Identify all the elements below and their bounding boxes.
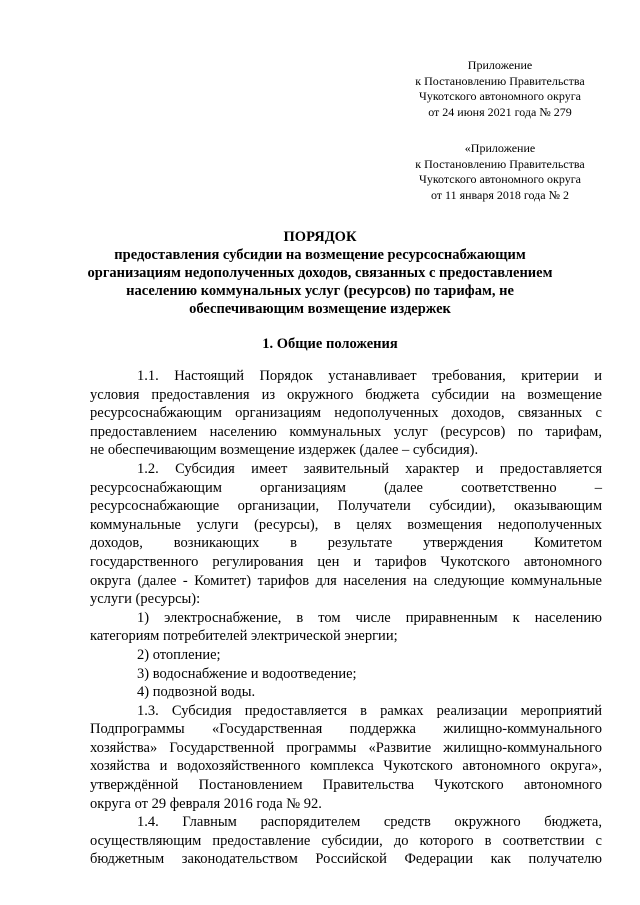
title-subtitle-line: населению коммунальных услуг (ресурсов) по тарифам, не xyxy=(126,283,514,299)
list-item: 1) электроснабжение, в том числе приравненным к населению xyxy=(137,609,602,626)
appendix-line: к Постановлению Правительства xyxy=(415,73,585,88)
paragraph-line: Подпрограммы «Государственная поддержка жилищно-коммунального xyxy=(90,721,602,738)
appendix-current xyxy=(370,58,630,120)
paragraph-line: осуществляющим предоставление субсидии, до которого в соответствии с xyxy=(90,832,602,849)
list-item-continuation: категориям потребителей электрической энергии; xyxy=(90,628,398,645)
paragraph-line: услуги (ресурсы): xyxy=(90,591,201,608)
paragraph-line: бюджетным законодательством Российской Федерации как получателю xyxy=(90,851,602,868)
list-item: 2) отопление; xyxy=(137,646,221,663)
paragraph-line: 1.4. Главным распорядителем средств окружного бюджета, xyxy=(137,814,602,831)
title-subtitle-line: организациям недополученных доходов, связанных с предоставлением xyxy=(87,265,553,281)
appendix-line: Чукотского автономного округа xyxy=(419,89,581,103)
title-subtitle-line: обеспечивающим возмещение издержек xyxy=(189,301,451,317)
appendix-line: Приложение xyxy=(467,58,533,72)
title-subtitle-line: предоставления субсидии на возмещение ресурсоснабжающим xyxy=(114,247,526,263)
section-heading: 1. Общие положения xyxy=(262,336,398,352)
paragraph-line: ресурсоснабжающим организациям (далее соответственно – xyxy=(90,479,602,496)
paragraph-line: коммунальные услуги (ресурсы), в целях возмещения недополученных xyxy=(90,516,602,533)
appendix-line: от 24 июня 2021 года № 279 xyxy=(428,104,572,119)
paragraph-line: утверждённой Постановлением Правительства Чукотского автономного xyxy=(90,777,602,794)
body-text xyxy=(90,367,602,869)
paragraph-line: ресурсоснабжающим организациям недополученных доходов, связанных с xyxy=(90,405,602,422)
paragraph-line: государственного регулирования цен и тарифов Чукотского автономного xyxy=(90,553,602,570)
paragraph-line: предоставлением населению коммунальных услуг (ресурсов) по тарифам, xyxy=(90,423,602,440)
paragraph-line: ресурсоснабжающие организации, Получатели субсидии), оказывающим xyxy=(90,498,602,515)
paragraph-line: округа от 29 февраля 2016 года № 92. xyxy=(90,795,322,812)
list-item: 3) водоснабжение и водоотведение; xyxy=(137,665,357,682)
paragraph-line: хозяйства» Государственной программы «Развитие жилищно-коммунального xyxy=(90,739,602,756)
paragraph-line: условия предоставления из окружного бюджета субсидии на возмещение xyxy=(90,386,602,403)
paragraph-line: не обеспечивающим возмещение издержек (далее – субсидия). xyxy=(90,442,479,459)
paragraph-line: доходов, возникающих в результате утверждения Комитетом xyxy=(90,535,602,552)
appendix-previous xyxy=(370,141,630,203)
appendix-line: от 11 января 2018 года № 2 xyxy=(430,187,570,202)
paragraph-line: 1.1. Настоящий Порядок устанавливает требования, критерии и xyxy=(137,368,602,384)
list-item: 4) подвозной воды. xyxy=(137,684,256,701)
paragraph-line: 1.3. Субсидия предоставляется в рамках реализации мероприятий xyxy=(137,702,602,719)
paragraph-line: округа (далее - Комитет) тарифов для населения на следующие коммунальные xyxy=(90,572,602,589)
document-title xyxy=(80,228,560,318)
title-heading: ПОРЯДОК xyxy=(283,229,357,245)
appendix-line: к Постановлению Правительства xyxy=(415,156,585,171)
paragraph-line: хозяйства и водохозяйственного комплекса Чукотского автономного округа», xyxy=(90,758,602,775)
appendix-line: Чукотского автономного округа xyxy=(419,172,581,186)
paragraph-line: 1.2. Субсидия имеет заявительный характер и предоставляется xyxy=(137,460,602,477)
appendix-line: «Приложение xyxy=(464,141,536,155)
